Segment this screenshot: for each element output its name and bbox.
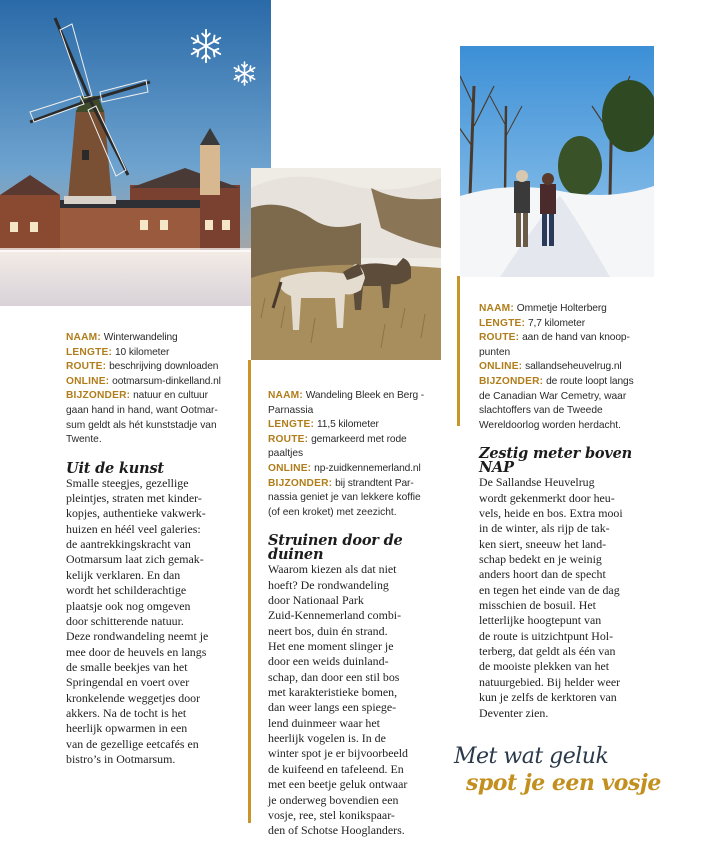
article-column-ootmarsum	[66, 331, 246, 767]
info-bijzonder: BIJZONDER: natuur en cultuur	[66, 390, 208, 402]
info-online: ONLINE: np-zuidkennemerland.nl	[268, 462, 421, 474]
info-line: punten	[479, 346, 511, 358]
section-heading: Uit de kunst	[66, 459, 164, 477]
info-route: ROUTE: gemarkeerd met rode	[268, 433, 407, 445]
info-naam: NAAM: Winterwandeling	[66, 332, 178, 343]
section-heading: Zestig meter boven NAP	[479, 445, 632, 477]
info-route: ROUTE: aan de hand van knoop-	[479, 332, 630, 344]
info-online: ONLINE: sallandseheuvelrug.nl	[479, 361, 622, 373]
info-lengte: LENGTE: 7,7 kilometer	[479, 317, 585, 329]
info-line: Parnassia	[268, 404, 314, 416]
info-box	[66, 331, 246, 448]
photo-windmill-ootmarsum	[0, 0, 271, 306]
pull-quote-line-1: Met wat geluk	[454, 744, 609, 769]
info-bijzonder: BIJZONDER: de route loopt langs	[479, 375, 634, 387]
info-online: ONLINE: ootmarsum-dinkelland.nl	[66, 375, 221, 387]
info-naam: NAAM: Wandeling Bleek en Berg -	[268, 390, 425, 401]
info-bijzonder: BIJZONDER: bij strandtent Par-	[268, 477, 414, 489]
info-line: sum geldt als hét kunststadje van	[66, 419, 217, 431]
snowflake-icon	[187, 27, 225, 65]
info-line: nassia geniet je van lekkere koffie	[268, 492, 421, 504]
info-line: slachtoffers van de Tweede	[479, 405, 603, 417]
info-lengte: LENGTE: 11,5 kilometer	[268, 419, 379, 431]
info-line: paaltjes	[268, 448, 304, 460]
info-line: de Canadian War Cemetry, waar	[479, 390, 627, 402]
article-column-holterberg	[479, 302, 669, 721]
info-line: (of een kroket) met zeezicht.	[268, 506, 397, 518]
snowflake-icon	[231, 60, 258, 87]
info-line: gaan hand in hand, want Ootmar-	[66, 404, 218, 416]
body-text: De Sallandse Heuvelrug wordt gekenmerkt door heu- vels, heide en bos. Extra mooi in de winter, als rijp de tak- ken siert, sneeuw het land- schap bedekt en je weinig anders hoort dan de specht en tegen het einde van de dag misschien de bosuil. Het letterlijke hoogtepunt van de route is uitzichtpunt Hol- terberg, dat geldt als één van de mooiste plekken van het natuurgebied. Bij helder weer kun je zelfs de kerktoren van Deventer zien.	[479, 475, 623, 720]
pull-quote-line-2: spot je een vosje	[466, 770, 661, 796]
article-column-kennemerland	[268, 389, 453, 839]
info-box	[268, 389, 453, 520]
info-lengte: LENGTE: 10 kilometer	[66, 346, 170, 358]
section-heading: Struinen door de duinen	[268, 532, 403, 564]
info-box	[479, 302, 669, 433]
photo-horses-dunes	[251, 168, 441, 360]
info-route: ROUTE: beschrijving downloaden	[66, 361, 219, 373]
body-text: Waarom kiezen als dat niet hoeft? De rondwandeling door Nationaal Park Zuid-Kennemerland combi- neert bos, duin én strand. Het ene moment slinger je door een weids duinland- schap, dan door een stil bos met karakteristieke bomen, dan weer langs een spiege- lend duinmeer waar het heerlijk vogelen is. In de winter spot je er bijvoorbeeld de kuifeend en tafeleend. En met een beetje geluk ontwaar je onderweg bovendien een vosje, ree, stel konikspaar- den of Schotse Hooglanders.	[268, 562, 409, 838]
column-divider-line	[457, 276, 460, 426]
info-naam: NAAM: Ommetje Holterberg	[479, 303, 607, 314]
info-line: Wereldoorlog worden herdacht.	[479, 419, 621, 431]
column-divider-line	[248, 360, 251, 823]
body-text: Smalle steegjes, gezellige pleintjes, straten met kinder- kopjes, authentieke vakwerk- huizen en héél veel galeries: de aantrekkingskracht van Ootmarsum laat zich gemak- kelijk verklaren. En dan wordt het schilderachtige plaatsje ook nog omgeven door schitterende natuur. Deze rondwandeling neemt je mee door de heuvels en langs de smalle beekjes van het Springendal en voert over kronkelende weggetjes door akkers. Na de tocht is het heerlijk opwarmen in een van de gezellige eetcafés en bistro’s in Ootmarsum.	[66, 475, 209, 766]
photo-couple-holterberg	[460, 46, 654, 277]
info-line: Twente.	[66, 434, 102, 446]
